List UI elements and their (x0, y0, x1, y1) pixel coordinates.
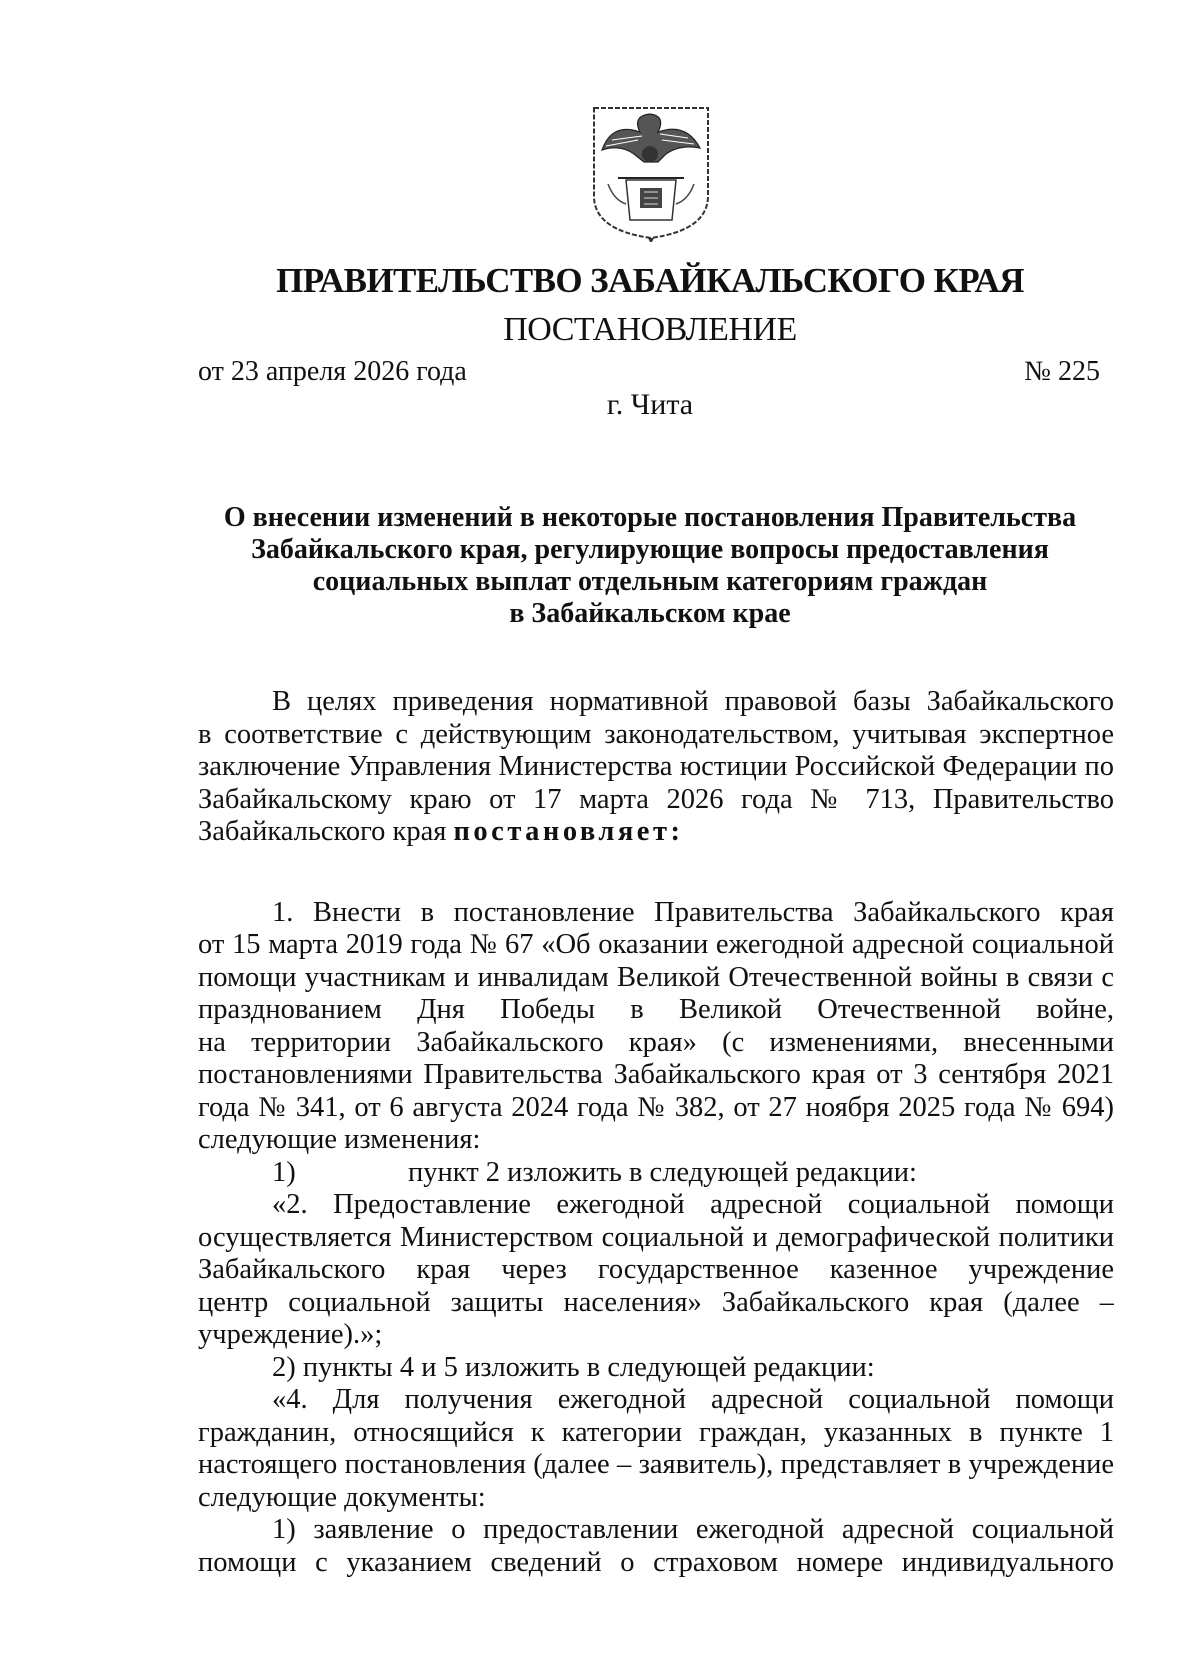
item-1-line: следующие изменения: (198, 1124, 481, 1155)
item-1-line: на территории Забайкальского края» (с изменениями, внесенными (198, 1026, 1114, 1058)
item-1-line: 1. Внести в постановление Правительства Забайкальского края (272, 896, 1114, 928)
preamble (198, 686, 1114, 849)
document-type: ПОСТАНОВЛЕНИЕ (503, 311, 797, 348)
clause-4-line: гражданин, относящийся к категории граждан, указанных в пункте 1 (198, 1416, 1114, 1448)
document-1-line: 1) заявление о предоставлении ежегодной адресной социальной (272, 1514, 1114, 1545)
document-number: № 225 (1024, 356, 1100, 387)
clause-4-line: «4. Для получения ежегодной адресной социальной помощи (272, 1384, 1114, 1415)
preamble-line: Забайкальскому краю от 17 марта 2026 года № 713, Правительство (198, 783, 1114, 815)
clause-2-line: Забайкальского края через государственное казенное учреждение (198, 1254, 1114, 1285)
document-date: от 23 апреля 2026 года (198, 356, 467, 387)
clause-2-line: осуществляется Министерством социальной и демографической политики (198, 1221, 1114, 1253)
coat-of-arms-icon (588, 104, 714, 242)
authority-title: ПРАВИТЕЛЬСТВО ЗАБАЙКАЛЬСКОГО КРАЯ (276, 261, 1024, 300)
clause-4-line: настоящего постановления (далее – заявитель), представляет в учреждение (198, 1449, 1114, 1480)
subject-line: Забайкальского края, регулирующие вопросы предоставления (251, 534, 1049, 565)
preamble-line: В целях приведения нормативной правовой базы Забайкальского (272, 686, 1114, 717)
subitem-1-number: 1) (272, 1156, 296, 1188)
required-document-1 (198, 1514, 1114, 1579)
preamble-last-text: Забайкальского края (198, 816, 447, 847)
document-subject (200, 502, 1100, 630)
clause-2 (198, 1189, 1114, 1352)
clause-2-line: учреждение).»; (198, 1319, 383, 1350)
subject-line: в Забайкальском крае (509, 598, 791, 629)
clause-4-line: следующие документы: (198, 1481, 486, 1513)
clause-2-line: «2. Предоставление ежегодной адресной социальной помощи (272, 1189, 1114, 1220)
item-1-line: от 15 марта 2019 года № 67 «Об оказании ежегодной адресной социальной (198, 929, 1114, 960)
item-1-line: празднованием Дня Победы в Великой Отечественной войне, (198, 994, 1114, 1025)
subitem-2: 2) пункты 4 и 5 изложить в следующей редакции: (272, 1351, 875, 1383)
subject-line: О внесении изменений в некоторые постановления Правительства (223, 502, 1077, 533)
subitem-1-text: пункт 2 изложить в следующей редакции: (408, 1156, 917, 1188)
document-city: г. Чита (606, 388, 694, 421)
document-1-line: помощи с указанием сведений о страховом номере индивидуального (198, 1546, 1114, 1578)
clause-2-line: центр социальной защиты населения» Забайкальского края (далее – (198, 1286, 1114, 1318)
item-1 (198, 897, 1114, 1157)
clause-4 (198, 1384, 1114, 1514)
item-1-line: года № 341, от 6 августа 2024 года № 382, от 27 ноября 2025 года № 694) (198, 1091, 1114, 1123)
preamble-last-line (198, 816, 1114, 849)
subject-line: социальных выплат отдельным категориям граждан (312, 566, 988, 597)
item-1-line: помощи участникам и инвалидам Великой Отечественной войны в связи с (198, 961, 1114, 993)
preamble-line: в соответствие с действующим законодательством, учитывая экспертное (198, 718, 1114, 750)
subitem-1 (198, 1157, 1114, 1190)
item-1-line: постановлениями Правительства Забайкальского края от 3 сентября 2021 (198, 1059, 1114, 1090)
preamble-line: заключение Управления Министерства юстиции Российской Федерации по (198, 751, 1114, 782)
document-body (198, 686, 1114, 1579)
decree-word: постановляет: (453, 816, 684, 847)
